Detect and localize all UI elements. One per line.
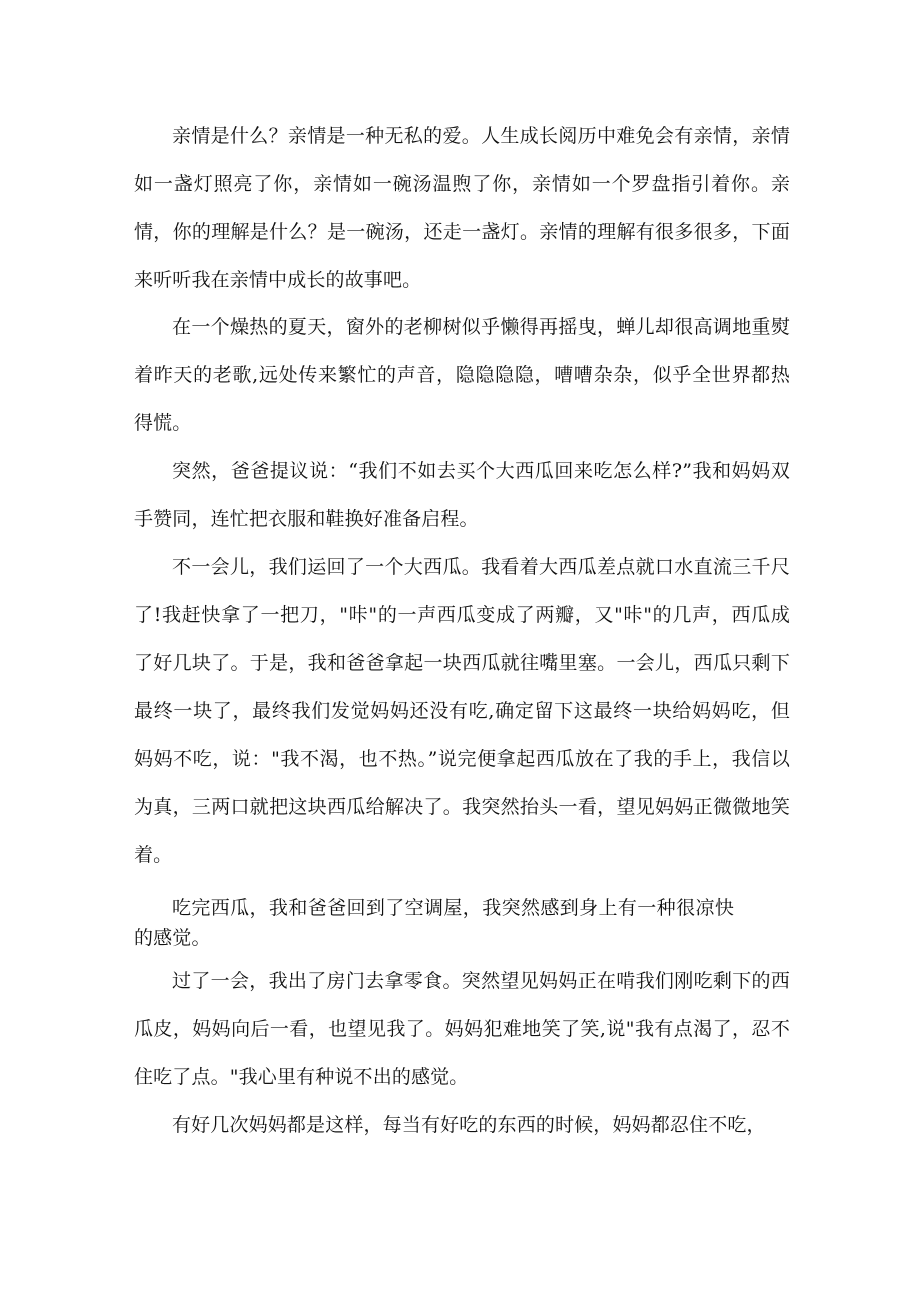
paragraph-many-times: 有好几次妈妈都是这样，每当有好吃的东西的时候，妈妈都忍住不吃，: [172, 1114, 766, 1136]
paragraph-mom-eating-rind: 过了一会，我出了房门去拿零食。突然望见妈妈正在啃我们刚吃剩下的西瓜皮，妈妈向后一看，也望见我了。妈妈犯难地笑了笑,说"我有点渴了，忍不住吃了点。"我心里有种说不出的感觉。: [134, 970, 790, 1088]
paragraph-dad-suggestion: 突然，爸爸提议说：“我们不如去买个大西瓜回来吃怎么样?”我和妈妈双手赞同，连忙把衣服和鞋换好准备启程。: [134, 460, 790, 530]
paragraph-air-conditioning: 吃完西瓜，我和爸爸回到了空调屋，我突然感到身上有一种很凉快的感觉。: [134, 897, 734, 949]
paragraph-summer: 在一个燥热的夏天，窗外的老柳树似乎懒得再摇曳，蝉儿却很高调地重熨着昨天的老歌,远处传来繁忙的声音，隐隐隐隐，嘈嘈杂杂，似乎全世界都热得慌。: [134, 316, 790, 434]
paragraph-watermelon: 不一会儿，我们运回了一个大西瓜。我看着大西瓜差点就口水直流三千尺了!我赶快拿了一把刀，"咔"的一声西瓜变成了两瓣，又"咔"的几声，西瓜成了好几块了。于是，我和爸爸拿起一块西瓜就往嘴里塞。一会儿，西瓜只剩下最终一块了，最终我们发觉妈妈还没有吃,确定留下这最终一块给妈妈吃，但妈妈不吃，说："我不渴，也不热。”说完便拿起西瓜放在了我的手上，我信以为真，三两口就把这块西瓜给解决了。我突然抬头一看，望见妈妈正微微地笑着。: [134, 556, 790, 866]
paragraph-intro: 亲情是什么？亲情是一种无私的爱。人生成长阅历中难免会有亲情，亲情如一盏灯照亮了你，亲情如一碗汤温煦了你，亲情如一个罗盘指引着你。亲情，你的理解是什么？是一碗汤，还走一盏灯。亲情的理解有很多很多，下面来听听我在亲情中成长的故事吧。: [134, 125, 790, 291]
